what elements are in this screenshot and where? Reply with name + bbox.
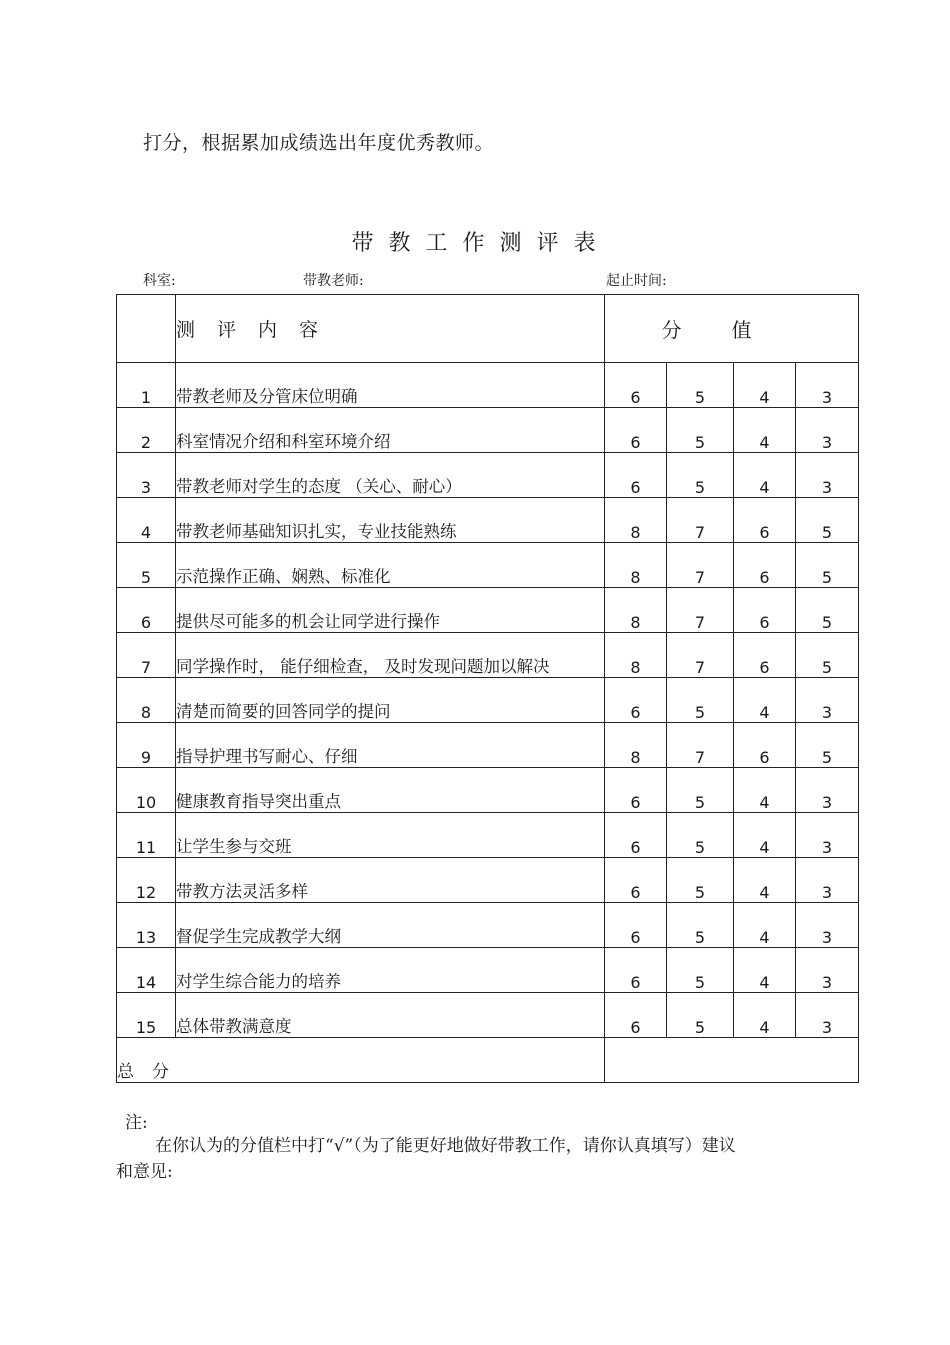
row-number: 13 [117, 903, 176, 948]
note-line-2: 和意见: [116, 1162, 173, 1182]
table-row [117, 543, 859, 588]
row-item: 带教方法灵活多样 [176, 858, 605, 903]
row-number: 4 [117, 498, 176, 543]
row-item: 带教老师对学生的态度 （关心、耐心） [176, 453, 605, 498]
score-cell[interactable]: 3 [796, 993, 859, 1038]
row-item: 对学生综合能力的培养 [176, 948, 605, 993]
row-item: 同学操作时， 能仔细检查， 及时发现问题加以解决 [176, 633, 605, 678]
table-row [117, 948, 859, 993]
row-number: 11 [117, 813, 176, 858]
score-cell[interactable]: 8 [605, 633, 667, 678]
score-cell[interactable]: 5 [667, 993, 734, 1038]
table-row [117, 363, 859, 408]
table-row [117, 678, 859, 723]
evaluation-table [116, 294, 859, 1083]
score-cell[interactable]: 6 [605, 768, 667, 813]
row-item: 清楚而简要的回答同学的提问 [176, 678, 605, 723]
score-cell[interactable]: 8 [605, 723, 667, 768]
score-cell[interactable]: 5 [667, 678, 734, 723]
table-row [117, 498, 859, 543]
score-cell[interactable]: 3 [796, 858, 859, 903]
score-cell[interactable]: 5 [796, 543, 859, 588]
row-item: 带教老师基础知识扎实，专业技能熟练 [176, 498, 605, 543]
score-cell[interactable]: 5 [796, 588, 859, 633]
score-cell[interactable]: 6 [605, 948, 667, 993]
score-cell[interactable]: 7 [667, 723, 734, 768]
score-cell[interactable]: 4 [734, 408, 796, 453]
score-cell[interactable]: 3 [796, 813, 859, 858]
row-number: 3 [117, 453, 176, 498]
row-number: 8 [117, 678, 176, 723]
score-cell[interactable]: 3 [796, 453, 859, 498]
table-row [117, 723, 859, 768]
score-cell[interactable]: 7 [667, 633, 734, 678]
score-cell[interactable]: 7 [667, 543, 734, 588]
row-number: 6 [117, 588, 176, 633]
table-row [117, 633, 859, 678]
row-number: 15 [117, 993, 176, 1038]
row-number: 14 [117, 948, 176, 993]
score-cell[interactable]: 7 [667, 498, 734, 543]
total-value-cell[interactable] [605, 1038, 859, 1083]
score-cell[interactable]: 4 [734, 813, 796, 858]
row-item: 督促学生完成教学大纲 [176, 903, 605, 948]
score-cell[interactable]: 3 [796, 768, 859, 813]
score-cell[interactable]: 4 [734, 993, 796, 1038]
score-cell[interactable]: 6 [734, 633, 796, 678]
score-cell[interactable]: 4 [734, 453, 796, 498]
table-row [117, 408, 859, 453]
score-cell[interactable]: 6 [605, 858, 667, 903]
score-cell[interactable]: 6 [734, 723, 796, 768]
score-cell[interactable]: 6 [734, 588, 796, 633]
table-row [117, 993, 859, 1038]
score-cell[interactable]: 5 [667, 453, 734, 498]
table-row [117, 768, 859, 813]
score-cell[interactable]: 5 [667, 948, 734, 993]
row-item: 健康教育指导突出重点 [176, 768, 605, 813]
score-cell[interactable]: 5 [667, 813, 734, 858]
score-cell[interactable]: 8 [605, 588, 667, 633]
score-cell[interactable]: 6 [605, 813, 667, 858]
total-row [117, 1038, 859, 1083]
score-cell[interactable]: 8 [605, 498, 667, 543]
score-cell[interactable]: 4 [734, 858, 796, 903]
row-item: 示范操作正确、娴熟、标准化 [176, 543, 605, 588]
score-cell[interactable]: 6 [605, 678, 667, 723]
row-number: 9 [117, 723, 176, 768]
row-item: 带教老师及分管床位明确 [176, 363, 605, 408]
row-item: 指导护理书写耐心、仔细 [176, 723, 605, 768]
score-cell[interactable]: 3 [796, 363, 859, 408]
score-cell[interactable]: 6 [605, 408, 667, 453]
period-label: 起止时间: [606, 273, 667, 289]
note-line-1: 在你认为的分值栏中打“√”（为了能更好地做好带教工作，请你认真填写）建议 [155, 1136, 736, 1156]
score-cell[interactable]: 3 [796, 678, 859, 723]
total-label: 总分 [117, 1038, 605, 1083]
score-cell[interactable]: 5 [667, 363, 734, 408]
score-cell[interactable]: 5 [667, 408, 734, 453]
score-cell[interactable]: 6 [734, 498, 796, 543]
row-number: 2 [117, 408, 176, 453]
score-cell[interactable]: 6 [605, 903, 667, 948]
score-cell[interactable]: 6 [605, 453, 667, 498]
row-number: 1 [117, 363, 176, 408]
table-row [117, 813, 859, 858]
table-row [117, 858, 859, 903]
score-cell[interactable]: 4 [734, 948, 796, 993]
table-row [117, 453, 859, 498]
score-cell[interactable]: 4 [734, 363, 796, 408]
row-item: 总体带教满意度 [176, 993, 605, 1038]
note-label: 注: [125, 1113, 148, 1133]
score-cell[interactable]: 5 [796, 498, 859, 543]
table-header-row [117, 295, 859, 363]
row-number: 10 [117, 768, 176, 813]
score-cell[interactable]: 3 [796, 408, 859, 453]
score-cell[interactable]: 6 [734, 543, 796, 588]
score-cell[interactable]: 3 [796, 948, 859, 993]
row-item: 让学生参与交班 [176, 813, 605, 858]
score-cell[interactable]: 3 [796, 903, 859, 948]
row-item: 科室情况介绍和科室环境介绍 [176, 408, 605, 453]
score-cell[interactable]: 6 [605, 363, 667, 408]
header-number-cell [117, 295, 176, 363]
score-cell[interactable]: 5 [667, 768, 734, 813]
score-cell[interactable]: 4 [734, 768, 796, 813]
score-cell[interactable]: 7 [667, 588, 734, 633]
teacher-label: 带教老师: [303, 273, 364, 289]
score-cell[interactable]: 8 [605, 543, 667, 588]
row-item: 提供尽可能多的机会让同学进行操作 [176, 588, 605, 633]
form-title: 带教工作测评表 [351, 231, 611, 256]
score-cell[interactable]: 5 [796, 633, 859, 678]
score-cell[interactable]: 5 [796, 723, 859, 768]
table-row [117, 903, 859, 948]
department-label: 科室: [143, 273, 176, 289]
intro-text: 打分，根据累加成绩选出年度优秀教师。 [143, 132, 495, 154]
header-score: 分值 [605, 295, 859, 363]
score-cell[interactable]: 5 [667, 858, 734, 903]
row-number: 7 [117, 633, 176, 678]
row-number: 12 [117, 858, 176, 903]
score-cell[interactable]: 5 [667, 903, 734, 948]
score-cell[interactable]: 4 [734, 678, 796, 723]
header-item: 测评内容 [176, 295, 605, 363]
score-cell[interactable]: 4 [734, 903, 796, 948]
row-number: 5 [117, 543, 176, 588]
table-row [117, 588, 859, 633]
score-cell[interactable]: 6 [605, 993, 667, 1038]
